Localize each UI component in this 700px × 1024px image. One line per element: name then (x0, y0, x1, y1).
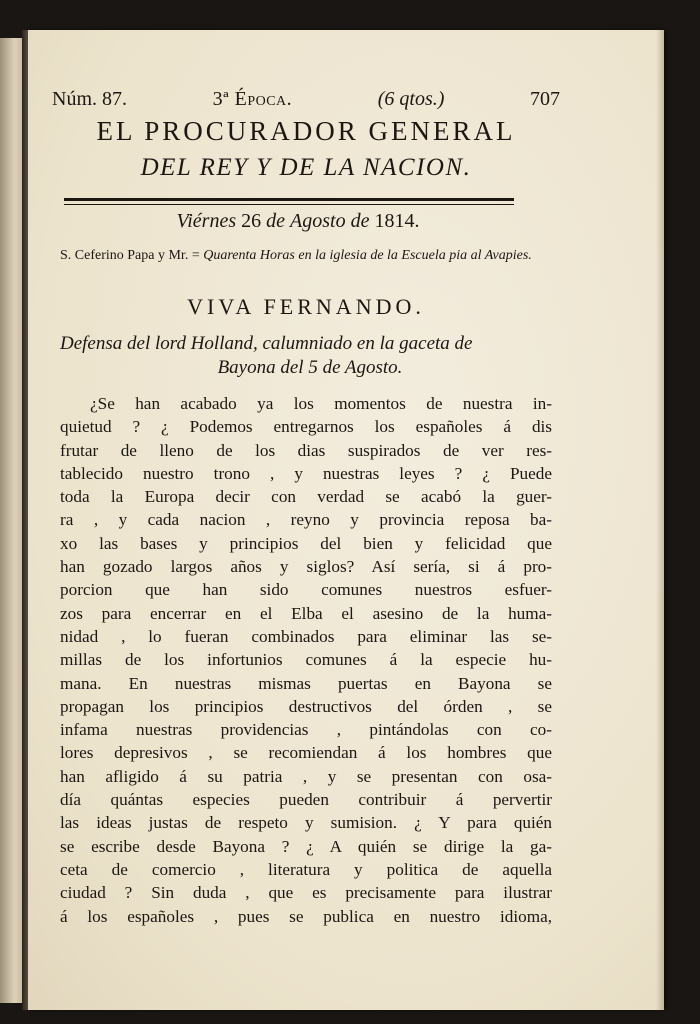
body-line: nidad , lo fueran combinados para eliminar las se- (60, 626, 552, 646)
body-line: las ideas justas de respeto y sumision. ¿ Y para quién (60, 813, 552, 833)
body-line: xo las bases y principios del bien y felicidad que (60, 533, 552, 553)
saint-of-day (60, 246, 560, 265)
date-year: 1814. (374, 210, 420, 232)
masthead-rule-thick (64, 198, 514, 201)
body-line: ciudad ? Sin duda , que es precisamente para ilustrar (60, 883, 552, 903)
newspaper-page (28, 30, 664, 1010)
article-body (60, 392, 552, 928)
date-de-1: de (266, 210, 286, 232)
body-line: mana. En nuestras mismas puertas en Bayona se (60, 673, 552, 693)
masthead-rule-thin (64, 204, 514, 205)
body-line: ¿Se han acabado ya los momentos de nuestra in- (90, 394, 552, 413)
date-day: 26 (241, 210, 262, 232)
issue-header (52, 88, 560, 111)
date-weekday: Viérnes (176, 210, 237, 232)
article-title (60, 332, 560, 380)
body-line: se escribe desde Bayona ? ¿ A quién se dirige la ga- (60, 836, 552, 856)
epoch-label: 3ª Época. (212, 88, 293, 110)
viva-heading: VIVA FERNANDO. (187, 294, 425, 319)
saint-name: S. Ceferino Papa y Mr. (60, 248, 189, 263)
body-line: frutar de lleno de los dias suspirados de ver res- (60, 440, 552, 460)
date-month: Agosto (290, 210, 346, 232)
page-number: 707 (530, 88, 560, 110)
body-line: infama nuestras providencias , pintándolas con co- (60, 720, 552, 740)
body-line: zos para encerrar en el Elba el asesino de la huma- (60, 603, 552, 623)
quarto-count: (6 qtos.) (377, 88, 445, 110)
masthead-title: EL PROCURADOR GENERAL (96, 116, 516, 146)
body-line: quietud ? ¿ Podemos entregarnos los españoles á dis (60, 417, 552, 437)
body-line: lores depresivos , se recomiendan á los hombres que (60, 743, 552, 763)
issue-number: Núm. 87. (52, 88, 127, 110)
body-line: toda la Europa decir con verdad se acabó la guer- (60, 487, 552, 507)
date-de-2: de (350, 210, 370, 232)
body-line: millas de los infortunios comunes á la especie hu- (60, 650, 552, 670)
saint-note: Quarenta Horas en la iglesia de la Escuela pia al Avapies. (203, 248, 532, 263)
body-line: porcion que han sido comunes nuestros esfuer- (60, 580, 552, 600)
body-line: día quántas especies pueden contribuir á pervertir (60, 790, 552, 810)
issue-date (88, 210, 508, 233)
body-line: tablecido nuestro trono , y nuestras leyes ? ¿ Puede (60, 463, 552, 483)
saint-separator: = (191, 248, 200, 263)
body-line: á los españoles , pues se publica en nuestro idioma, (60, 906, 552, 926)
body-line: ceta de comercio , literatura y politica de aquella (60, 859, 552, 879)
body-line: ra , y cada nacion , reyno y provincia reposa ba- (60, 510, 552, 530)
page-edge-shadow (656, 30, 664, 1010)
body-line: propagan los principios destructivos del órden , se (60, 696, 552, 716)
body-line: han gozado largos años y siglos? Así sería, si á pro- (60, 557, 552, 577)
facing-page-edge (0, 38, 24, 1003)
body-line: han afligido á su patria , y se presentan con osa- (60, 766, 552, 786)
article-title-line-1: Defensa del lord Holland, calumniado en la gaceta de (60, 333, 473, 354)
masthead-subtitle: DEL REY Y DE LA NACION. (140, 154, 472, 181)
article-title-line-2: Bayona del 5 de Agosto. (217, 357, 403, 378)
